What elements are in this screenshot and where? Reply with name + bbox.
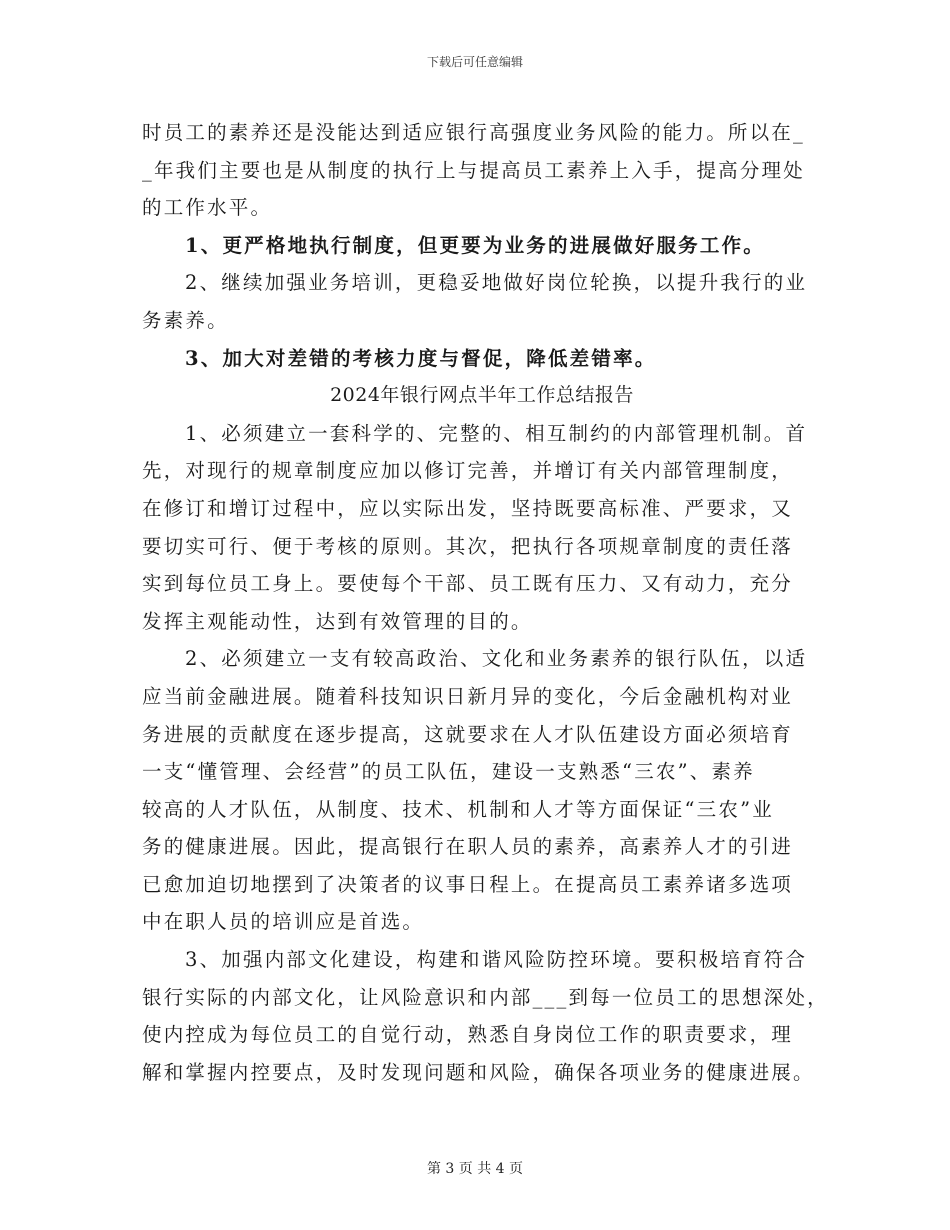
section-title: 2024年银行网点半年工作总结报告	[330, 384, 634, 407]
text-line: 时员工的素养还是没能达到适应银行高强度业务风险的能力。所以在_	[142, 121, 805, 144]
list-item: 1、必须建立一套科学的、完整的、相互制约的内部管理机制。首	[185, 421, 808, 445]
text-line: 务的健康进展。因此，提高银行在职人员的素养，高素养人才的引进	[142, 835, 794, 859]
page-number: 第 3 页 共 4 页	[426, 1161, 524, 1177]
text-line: 务进展的贡献度在逐步提高，这就要求在人才队伍建设方面必须培育	[142, 722, 794, 746]
text-line: 应当前金融进展。随着科技知识日新月异的变化，今后金融机构对业	[142, 684, 794, 708]
text-line: 中在职人员的培训应是首选。	[142, 910, 425, 934]
text-line: 发挥主观能动性，达到有效管理的目的。	[142, 609, 533, 633]
text-line: 务素养。	[142, 308, 229, 332]
text-line: 在修订和增订过程中，应以实际出发，坚持既要高标准、严要求，又	[142, 496, 794, 520]
bold-list-item: 3、加大对差错的考核力度与督促，降低差错率。	[185, 346, 657, 370]
text-line: _年我们主要也是从制度的执行上与提高员工素养上入手，提高分理处	[142, 158, 805, 182]
list-item: 2、必须建立一支有较高政治、文化和业务素养的银行队伍，以适	[185, 647, 808, 671]
text-line: 解和掌握内控要点，及时发现问题和风险，确保各项业务的健康进展。	[142, 1060, 815, 1084]
text-line: 的工作水平。	[142, 196, 273, 220]
text-line: 实到每位员工身上。要使每个干部、员工既有压力、又有动力，充分	[142, 572, 794, 596]
bold-list-item: 1、更严格地执行制度，但更要为业务的进展做好服务工作。	[185, 233, 765, 257]
document-body	[142, 114, 829, 1091]
text-line: 要切实可行、便于考核的原则。其次，把执行各项规章制度的责任落	[142, 534, 794, 558]
text-line: 一支“懂管理、会经营”的员工队伍，建设一支熟悉“三农”、素养	[142, 760, 755, 784]
list-item: 3、加强内部文化建设，构建和谐风险防控环境。要积极培育符合	[185, 948, 808, 972]
text-line: 已愈加迫切地摆到了决策者的议事日程上。在提高员工素养诸多选项	[142, 872, 794, 896]
page-header-note: 下载后可任意编辑	[426, 55, 523, 69]
text-line: 先，对现行的规章制度应加以修订完善，并增订有关内部管理制度，	[142, 459, 794, 483]
list-item: 2、继续加强业务培训，更稳妥地做好岗位轮换，以提升我行的业	[185, 271, 808, 295]
text-line: 较高的人才队伍，从制度、技术、机制和人才等方面保证“三农”业	[142, 797, 774, 821]
text-line: 使内控成为每位员工的自觉行动，熟悉自身岗位工作的职责要求，理	[142, 1023, 794, 1047]
text-line: 银行实际的内部文化，让风险意识和内部___到每一位员工的思想深处，	[142, 985, 829, 1009]
